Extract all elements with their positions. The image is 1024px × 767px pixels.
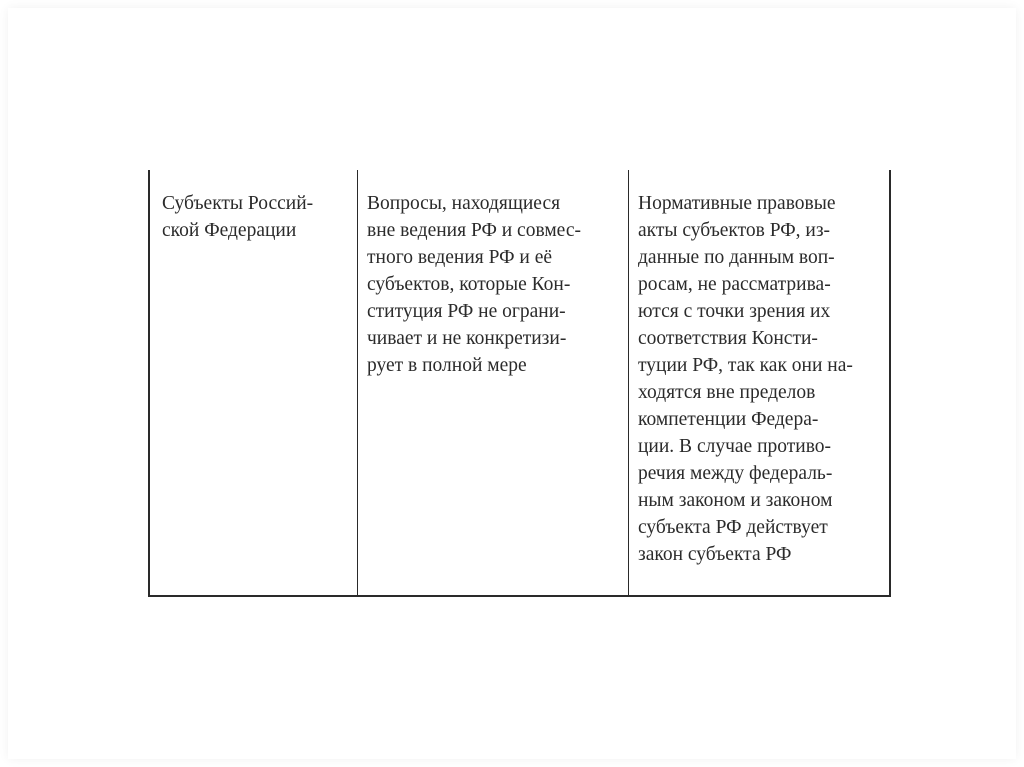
cell-text-line: ются с точки зрения их: [638, 301, 831, 322]
cell-text-line: тного ведения РФ и её: [367, 247, 553, 268]
cell-text-line: росам, не рассматрива-: [638, 274, 831, 295]
cell-text-line: туции РФ, так как они на-: [638, 355, 853, 376]
cell-text-line: чивает и не конкретизи-: [367, 328, 567, 349]
cell-text-line: ституция РФ не ограни-: [367, 301, 566, 322]
cell-text-line: соответствия Консти-: [638, 328, 818, 349]
cell-text-line: ходятся вне пределов: [638, 382, 816, 403]
cell-text-line: рует в полной мере: [367, 355, 527, 376]
cell-text-line: закон субъекта РФ: [638, 544, 792, 565]
cell-text-line: ской Федерации: [162, 220, 297, 241]
cell-text-line: ции. В случае противо-: [638, 436, 832, 457]
table-cell-questions: [358, 170, 629, 595]
cell-text-line: Вопросы, находящиеся: [367, 193, 561, 214]
cell-text-line: вне ведения РФ и совмес-: [367, 220, 581, 241]
cell-text-line: акты субъектов РФ, из-: [638, 220, 831, 241]
cell-text-line: речия между федераль-: [638, 463, 833, 484]
cell-text-line: данные по данным воп-: [638, 247, 835, 268]
table-cell-normative-acts: [629, 170, 891, 595]
cell-text-line: Субъекты Россий-: [162, 193, 314, 214]
cell-text-line: Нормативные правовые: [638, 193, 836, 214]
table-cell-subjects: [148, 170, 358, 595]
cell-text-line: субъекта РФ действует: [638, 517, 828, 538]
cell-text-line: компетенции Федера-: [638, 409, 819, 430]
law-table: [148, 170, 891, 597]
cell-text-line: ным законом и законом: [638, 490, 833, 511]
cell-text-line: субъектов, которые Кон-: [367, 274, 571, 295]
